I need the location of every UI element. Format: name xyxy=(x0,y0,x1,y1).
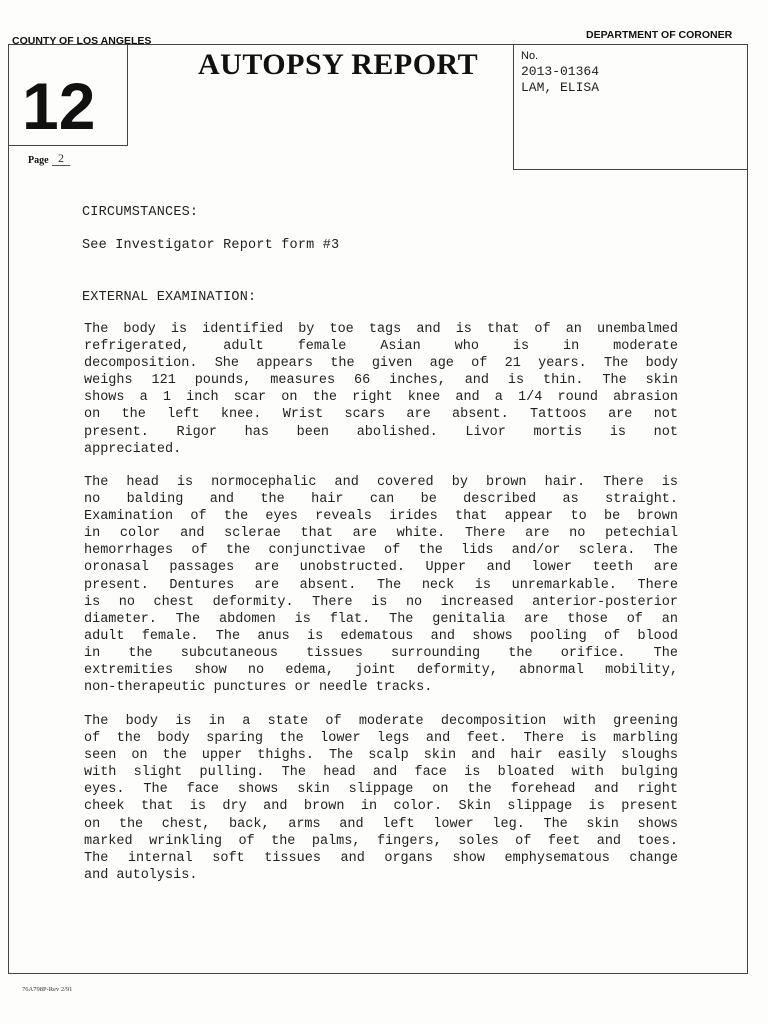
text-line: decomposition. She appears the given age of 21 years. The body xyxy=(84,356,678,372)
text-line: seen on the upper thighs. The scalp skin and hair easily sloughs xyxy=(84,748,678,764)
report-title: AUTOPSY REPORT xyxy=(198,48,479,81)
external-exam-paragraph-1 xyxy=(84,321,678,458)
text-line: diameter. The abdomen is flat. The genitalia are those of an xyxy=(84,611,678,627)
case-no-label: No. xyxy=(521,50,539,62)
text-line: eyes. The face shows skin slippage on the forehead and right xyxy=(84,782,678,798)
text-line: cheek that is dry and brown in color. Skin slippage is present xyxy=(84,799,678,815)
text-line: of the body sparing the lower legs and feet. There is marbling xyxy=(84,731,678,747)
form-revision-id: 76A798P-Rev 2/91 xyxy=(22,986,73,993)
external-exam-heading: EXTERNAL EXAMINATION: xyxy=(82,290,257,305)
text-line: non-therapeutic punctures or needle tracks. xyxy=(84,680,433,696)
text-line: and autolysis. xyxy=(84,867,198,883)
text-line: weighs 121 pounds, measures 66 inches, and is thin. The skin xyxy=(84,373,678,389)
form-number: 12 xyxy=(22,69,96,143)
text-line: on the left knee. Wrist scars are absent. Tattoos are not xyxy=(84,407,678,423)
text-line: present. Rigor has been abolished. Livor mortis is not xyxy=(84,424,678,440)
county-label: COUNTY OF LOS ANGELES xyxy=(12,35,152,47)
text-line: present. Dentures are absent. The neck is unremarkable. There xyxy=(84,577,678,593)
text-line: with slight pulling. The head and face is bloated with bulging xyxy=(84,765,678,781)
text-line: The body is identified by toe tags and is that of an unembalmed xyxy=(84,322,678,337)
text-line: appreciated. xyxy=(84,441,182,457)
department-label: DEPARTMENT OF CORONER xyxy=(586,29,733,41)
text-line: extremities show no edema, joint deformity, abnormal mobility, xyxy=(84,663,678,679)
page-label: Page xyxy=(28,155,49,166)
external-exam-paragraph-3 xyxy=(84,713,678,884)
text-line: is no chest deformity. There is no increased anterior-posterior xyxy=(84,594,678,610)
case-number: 2013-01364 xyxy=(521,64,600,79)
circumstances-heading: CIRCUMSTANCES: xyxy=(82,205,199,220)
circumstances-text: See Investigator Report form #3 xyxy=(82,238,340,253)
text-line: hemorrhages of the conjunctivae of the lids and/or sclera. The xyxy=(84,543,678,559)
text-line: refrigerated, adult female Asian who is in moderate xyxy=(84,339,678,355)
page-number: 2 xyxy=(52,152,70,166)
text-line: The head is normocephalic and covered by brown hair. There is xyxy=(84,475,678,490)
text-line: The internal soft tissues and organs show emphysematous change xyxy=(84,850,678,866)
text-line: The body is in a state of moderate decomposition with greening xyxy=(84,714,678,729)
text-line: in the subcutaneous tissues surrounding the orifice. The xyxy=(84,645,678,661)
text-line: in color and sclerae that are white. There are no petechial xyxy=(84,526,678,542)
text-line: oronasal passages are unobstructed. Upper and lower teeth are xyxy=(84,560,678,576)
text-line: marked wrinkling of the palms, fingers, soles of feet and toes. xyxy=(84,833,678,849)
external-exam-paragraph-2 xyxy=(84,474,678,696)
text-line: shows a 1 inch scar on the right knee and a 1/4 round abrasion xyxy=(84,390,678,406)
text-line: on the chest, back, arms and left lower leg. The skin shows xyxy=(84,816,678,832)
text-line: adult female. The anus is edematous and shows pooling of blood xyxy=(84,628,678,644)
decedent-name: LAM, ELISA xyxy=(521,80,600,95)
case-info-box xyxy=(513,44,748,170)
text-line: no balding and the hair can be described as straight. xyxy=(84,492,678,508)
text-line: Examination of the eyes reveals irides that appear to be brown xyxy=(84,509,678,525)
